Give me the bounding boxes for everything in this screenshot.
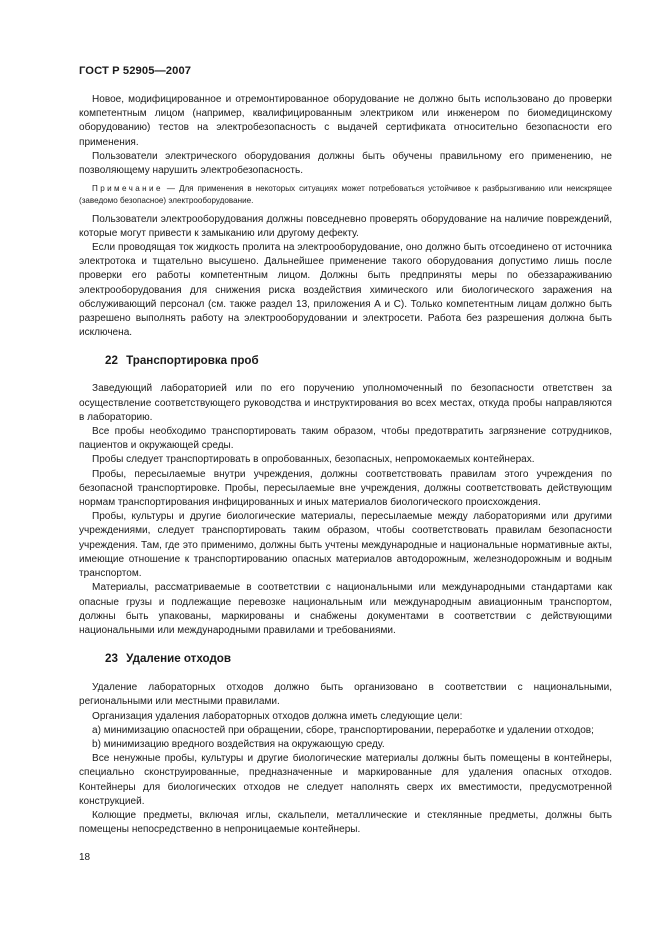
paragraph: Организация удаления лабораторных отходов должна иметь следующие цели: [92,710,463,722]
paragraph: Колющие предметы, включая иглы, скальпели, металлические и стеклянные предметы, должны быть помещены непосредственно в непроницаемые контейнеры. [79,809,612,836]
paragraph: Если проводящая ток жидкость пролита на электрооборудование, оно должно быть отсоединено от источника электротока и тщательно высушено. Дальнейшее применение такого оборудования допустимо лишь после проверки его работы компетентным лицом. Должны быть предприняты меры по обеззараживанию электрооборудования для снижения риска воздействия химического или биологического заражения на обслуживающий персонал (см. также раздел 13, приложения А и С). Только компетентным лицам должно быть разрешено выполнять работу на электрооборудовании и электросети. Работа без разрешения должна быть исключена. [79,242,612,339]
paragraph: Все ненужные пробы, культуры и другие биологические материалы должны быть помещены в контейнеры, специально сконструированные, предназначенные и маркированные для удаления опасных отходов. Контейнеры для биологических отходов не следует наполнять сверх их вместимости, предусмотренной конструкцией. [79,753,612,807]
paragraph: Новое, модифицированное и отремонтированное оборудование не должно быть использовано до проверки компетентным лицом (например, квалифицированным электриком или инженером по биомедицинскому оборудованию) тестов на электробезопасность с выдачей сертификата относительно безопасности его применения. [79,94,612,148]
paragraph: Пробы, пересылаемые внутри учреждения, должны соответствовать правилам этого учреждения по безопасной транспортировке. Пробы, пересылаемые вне учреждения, должны соответствовать действующим нормам транспортирования инфицированных и иных материалов биологического происхождения. [79,468,612,509]
paragraph: Пользователи электрооборудования должны повседневно проверять оборудование на наличие повреждений, которые могут привести к замыканию или другому дефекту. [79,213,612,239]
section-heading-23 [79,651,612,667]
paragraph: Пользователи электрического оборудования должны быть обучены правильному его применению, не позволяющему нарушить электробезопасность. [79,150,612,177]
paragraph: Удаление лабораторных отходов должно быть организовано в соответствии с национальными, региональными или местными правилами. [79,682,612,708]
document-header: ГОСТ Р 52905—2007 [79,65,192,77]
page-number: 18 [79,852,91,863]
note [79,183,612,207]
paragraph: Материалы, рассматриваемые в соответствии с национальными или международными стандартами как опасные грузы и подлежащие перевозке национальным или международным авиационным транспортом, должны быть упакованы, маркированы и снабжены документами в соответствии с действующими национальными или международными правилами и требованиями. [79,582,612,636]
section-title: Транспортировка проб [126,354,259,368]
section-title: Удаление отходов [126,652,232,666]
section-heading-22 [79,353,612,369]
paragraph: Все пробы необходимо транспортировать таким образом, чтобы предотвратить загрязнение сотрудников, пациентов и окружающей среды. [79,426,612,452]
section-number: 22 [105,354,118,368]
list-item-a: a) минимизацию опасностей при обращении, сборе, транспортировании, переработке и удалении отходов; [92,724,594,736]
section-number: 23 [105,652,118,666]
note-label: Примечание [92,184,163,194]
document-body [79,93,612,837]
paragraph: Пробы следует транспортировать в опробованных, безопасных, непромокаемых контейнерах. [92,454,535,466]
list-item-b: b) минимизацию вредного воздействия на окружающую среду. [92,738,385,750]
note-text: — Для применения в некоторых ситуациях может потребоваться устойчивое к разбрызгиванию или неискрящее (заведомо безопасное) электрооборудование. [79,184,612,206]
paragraph: Пробы, культуры и другие биологические материалы, пересылаемые между лабораториями или другими учреждениями, следует транспортировать таким образом, чтобы соответствовать правилам безопасности учреждения. Там, где это применимо, должны быть учтены международные и национальные нормативные акты, имеющие отношение к транспортированию опасных материалов автодорожным, железнодорожным и водным транспортом. [79,511,612,580]
paragraph: Заведующий лабораторией или по его поручению уполномоченный по безопасности ответствен за осуществление соответствующего руководства и инструктирования во всех местах, откуда пробы направляются в лабораторию. [79,383,612,423]
